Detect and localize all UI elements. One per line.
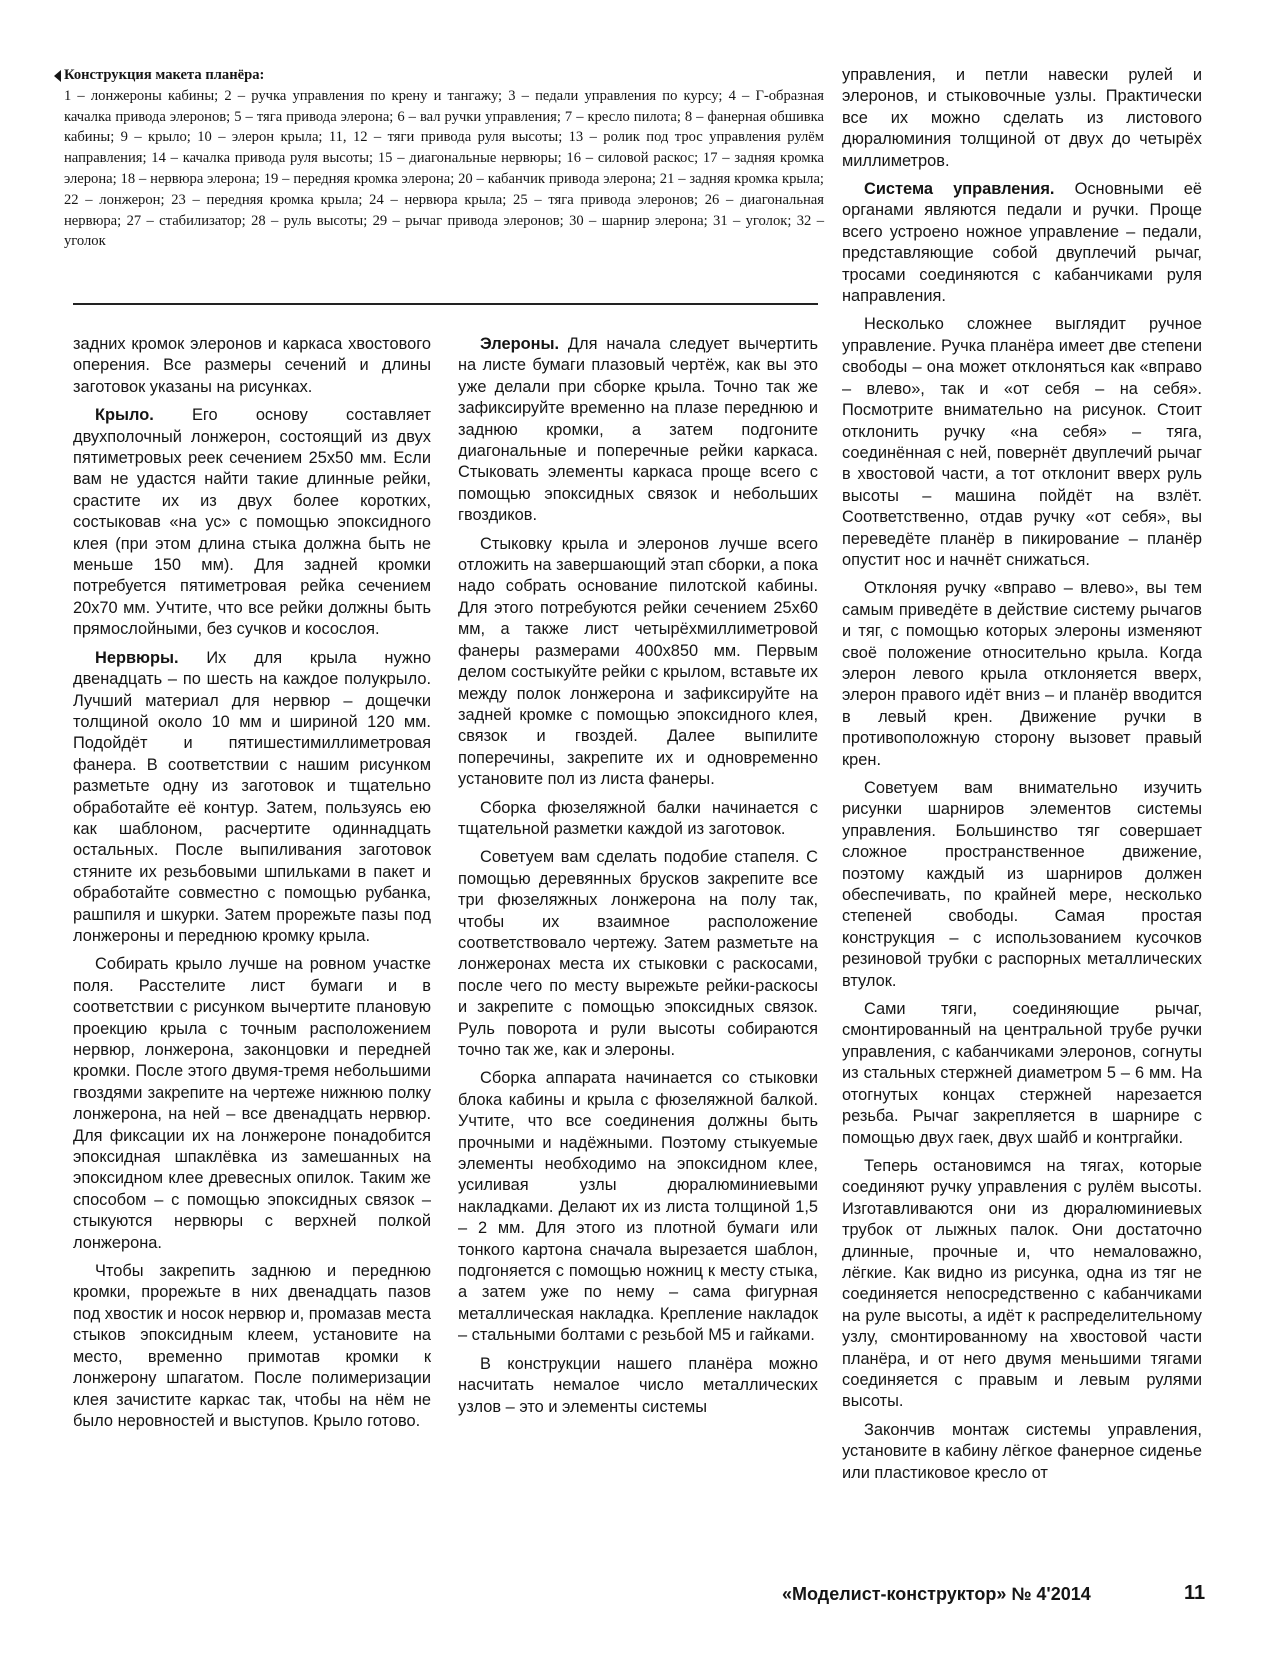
paragraph: Теперь остановимся на тягах, которые соединяют ручку управления с рулём высоты. Изготавливаются они из дюралюминиевых трубок от лыжных палок. Они достаточно длинные, прочные и, что немаловажно, лёгкие. Как видно из рисунка, одна из тяг не соединяется непосредственно с кабанчиками на руле высоты, а идёт к распределительному узлу, смонтированному на хвостовой части планёра, и от него двумя меньшими тягами соединяется с правым и левым рулями высоты. (842, 1156, 1202, 1411)
section-heading-ailerons: Элероны. (480, 335, 560, 353)
paragraph: Отклоняя ручку «вправо – влево», вы тем самым приведёте в действие систему рычагов и тяг, с помощью которых элероны изменяют своё положение относительно крыла. Когда элерон левого крыла отклоняется вверх, элерон правого идёт вниз – и планёр вводится в левый крен. Движение ручки в противоположную сторону вызовет правый крен. (842, 579, 1202, 769)
paragraph: Собирать крыло лучше на ровном участке поля. Расстелите лист бумаги и в соответствии с рисунком вычертите плановую проекцию крыла с точным расположением нервюр, лонжерона, законцовки и передней кромки. После этого двумя-тремя небольшими гвоздями закрепите на чертеже нижнюю полку лонжерона, на ней – все двенадцать нервюр. Для фиксации их на лонжероне понадобится эпоксидная шпаклёвка из замешанных на эпоксидном клее древесных опилок. Таким же способом – с помощью эпоксидных связок – стыкуются нервюры с верхней полкой лонжерона. (73, 955, 431, 1252)
paragraph: В конструкции нашего планёра можно насчитать немалое число металлических узлов – это и элементы системы (458, 1354, 818, 1416)
figure-caption (64, 65, 824, 252)
paragraph-text: Для начала следует вычертить на листе бумаги плазовый чертёж, как вы это уже делали при сборке крыла. Точно так же зафиксируйте временно на плазе переднюю и заднюю кромки, а затем подгоните диагональные и поперечные рейки каркаса. Стыковать элементы каркаса проще всего с помощью эпоксидных связок и небольших гвоздиков. (458, 335, 818, 525)
article-column-1 (73, 334, 431, 1432)
section-heading-wing: Крыло. (95, 406, 154, 425)
paragraph: Чтобы закрепить заднюю и переднюю кромки, прорежьте в них двенадцать пазов под хвостик и носок нервюр и, промазав места стыков эпоксидным клеем, установите на место, временно примотав кромки к лонжерону шпагатом. После полимеризации клея зачистите каркас так, чтобы на нём не было неровностей и выступов. Крыло готово. (73, 1262, 431, 1430)
caption-divider (73, 303, 818, 305)
caption-marker-icon (54, 70, 61, 82)
paragraph: управления, и петли навески рулей и элеронов, и стыковочные узлы. Практически все их можно сделать из листового дюралюминия толщиной от двух до четырёх миллиметров. (842, 66, 1202, 170)
paragraph-text: Его основу составляет двухполочный лонжерон, состоящий из двух пятиметровых реек сечением 25x50 мм. Если вам не удастся найти такие длинные рейки, срастите их из двух более коротких, состыковав «на ус» с помощью эпоксидного клея (при этом длина стыка должна быть не меньше 150 мм). Для задней кромки потребуется пятиметровая рейка сечением 20x70 мм. Учтите, что все рейки должны быть прямослойными, без сучков и косослоя. (73, 406, 431, 639)
paragraph: Стыковку крыла и элеронов лучше всего отложить на завершающий этап сборки, а пока надо собрать основание пилотской кабины. Для этого потребуются рейки сечением 25x60 мм, а также лист четырёхмиллиметровой фанеры размерами 400x850 мм. Первым делом состыкуйте рейки с крылом, вставьте их между полок лонжерона и зафиксируйте на задней кромке с помощью эпоксидного клея, связок и гвоздей. Далее выпилите поперечины, закрепите их и одновременно установите пол из листа фанеры. (458, 534, 818, 789)
paragraph: Сами тяги, соединяющие рычаг, смонтированный на центральной трубе ручки управления, с кабанчиками элеронов, согнуты из стальных стержней диаметром 5 – 6 мм. На отогнутых концах стержней нарезается резьба. Рычаг закрепляется в шарнире с помощью двух гаек, двух шайб и контргайки. (842, 1000, 1202, 1147)
article-column-3 (842, 65, 1202, 1484)
caption-text: 1 – лонжероны кабины; 2 – ручка управления по крену и тангажу; 3 – педали управления по курсу; 4 – Г-образная качалка привода элеронов; 5 – тяга привода элерона; 6 – вал ручки управления; 7 – кресло пилота; 8 – фанерная обшивка кабины; 9 – крыло; 10 – элерон крыла; 11, 12 – тяги привода руля высоты; 13 – ролик под трос управления рулём направления; 14 – качалка привода руля высоты; 15 – диагональные нервюры; 16 – силовой раскос; 17 – задняя кромка элерона; 18 – нервюра элерона; 19 – передняя кромка элерона; 20 – кабанчик привода элерона; 21 – задняя кромка крыла; 22 – лонжерон; 23 – передняя кромка крыла; 24 – нервюра крыла; 25 – тяга привода элеронов; 26 – диагональная нервюра; 27 – стабилизатор; 28 – руль высоты; 29 – рычаг привода элеронов; 30 – шарнир элерона; 31 – уголок; 32 – уголок (64, 87, 824, 250)
journal-footer: «Моделист-конструктор» № 4'2014 (782, 1584, 1091, 1604)
article-column-2 (458, 334, 818, 1418)
paragraph-text: Их для крыла нужно двенадцать – по шесть на каждое полукрыло. Лучший материал для нервюр – дощечки толщиной около 10 мм и шириной 120 мм. Подойдёт и пятишестимиллиметровая фанера. В соответствии с нашим рисунком разметьте одну из заготовок и тщательно обработайте её контур. Затем, пользуясь ею как шаблоном, расчертите одиннадцать остальных. После выпиливания заготовок стяните их резьбовыми шпильками в пакет и обработайте совместно с помощью рубанка, рашпиля и шкурки. Затем прорежьте пазы под лонжероны и переднюю кромку крыла. (73, 648, 431, 945)
paragraph: Сборка аппарата начинается со стыковки блока кабины и крыла с фюзеляжной балкой. Учтите, что все соединения должны быть прочными и надёжными. Поэтому стыкуемые элементы необходимо на эпоксидном клее, усиливая узлы дюралюминиевыми накладками. Делают их из листа толщиной 1,5 – 2 мм. Для этого из плотной бумаги или тонкого картона сначала вырезается шаблон, подгоняется с помощью ножниц к месту стыка, а затем уже по нему – сама фигурная металлическая накладка. Крепление накладок – стальными болтами с резьбой М5 и гайками. (458, 1069, 818, 1345)
section-heading-control-system: Система управления. (864, 180, 1055, 199)
caption-title: Конструкция макета планёра: (64, 67, 265, 83)
section-heading-ribs: Нервюры. (95, 648, 179, 667)
paragraph: Советуем вам сделать подобие стапеля. С помощью деревянных брусков закрепите все три фюзеляжных лонжерона на полу так, чтобы их взаимное расположение соответствовало чертежу. Затем разметьте на лонжеронах места их стыковки с раскосами, после чего по месту вырежьте рейки-раскосы и закрепите с помощью эпоксидных связок. Руль поворота и рули высоты собираются точно так же, как и элероны. (458, 848, 818, 1059)
paragraph: Сборка фюзеляжной балки начинается с тщательной разметки каждой из заготовок. (458, 798, 818, 838)
paragraph: Несколько сложнее выглядит ручное управление. Ручка планёра имеет две степени свободы – она может отклоняться как «вправо – влево», так и «от себя – на себя». Посмотрите внимательно на рисунок. Стоит отклонить ручку «на себя» – тяга, соединённая с ней, повернёт двуплечий рычаг в хвостовой части, а тот отклонит вверх руль высоты – машина пойдёт на взлёт. Соответственно, отдав ручку «от себя», вы переведёте планёр в пикирование – планёр опустит нос и начнёт снижаться. (842, 315, 1202, 569)
paragraph: Советуем вам внимательно изучить рисунки шарниров элементов системы управления. Большинство тяг совершает сложное пространственное движение, поэтому каждый из шарниров должен обеспечивать, по крайней мере, несколько степеней свободы. Самая простая конструкция – с использованием кусочков резиновой трубки с распорных металлических втулок. (842, 779, 1202, 990)
paragraph-control-system (842, 179, 1202, 307)
paragraph-ribs (73, 648, 431, 948)
paragraph-text: Основными её органами являются педали и ручки. Проще всего устроено ножное управление – педали, представляющие собой двуплечий рычаг, тросами соединяются с кабанчиками руля направления. (842, 180, 1202, 306)
paragraph: задних кромок элеронов и каркаса хвостового оперения. Все размеры сечений и длины заготовок указаны на рисунках. (73, 335, 431, 396)
page-number: 11 (1184, 1582, 1206, 1604)
paragraph: Закончив монтаж системы управления, установите в кабину лёгкое фанерное сиденье или пластиковое кресло от (842, 1420, 1202, 1482)
paragraph-wing (73, 405, 431, 640)
paragraph-ailerons (458, 334, 818, 527)
